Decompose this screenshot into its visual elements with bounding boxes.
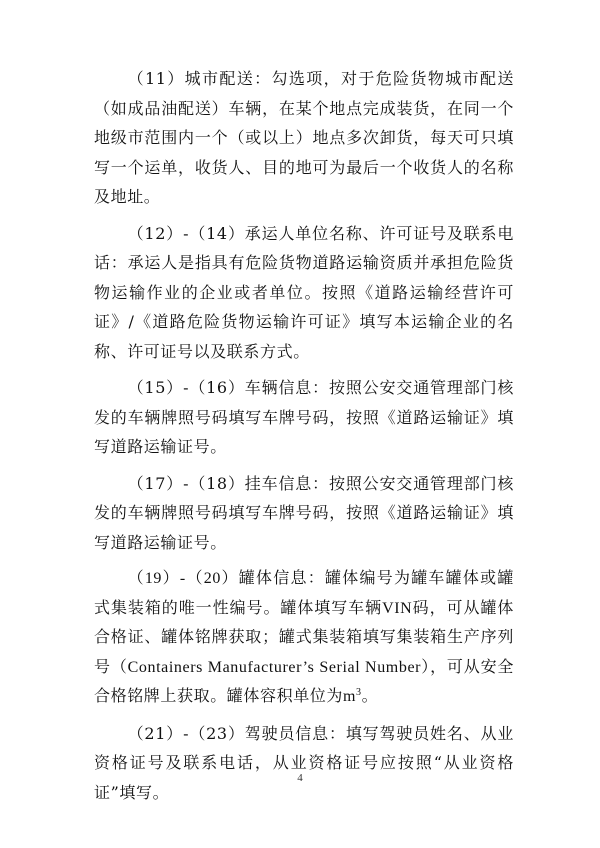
paragraph-19-20-tank-info (94, 564, 514, 712)
document-body (94, 64, 514, 807)
cubic-superscript: 3 (356, 687, 362, 698)
paragraph-19-20-text: （19）-（20）罐体信息：罐体编号为罐车罐体或罐式集装箱的唯一性编号。罐体填写车辆VIN码，可从罐体合格证、罐体铭牌获取；罐式集装箱填写集装箱生产序列号（Containers Manufacturer’s Serial Number），可从安全合格铭牌上获取。罐体容积单位为m (94, 570, 514, 705)
paragraph-21-23-driver-info: （21）-（23）驾驶员信息：填写驾驶员姓名、从业资格证号及联系电话，从业资格证号应按照“从业资格证”填写。 (94, 723, 514, 802)
paragraph-15-16-vehicle-info: （15）-（16）车辆信息：按照公安交通管理部门核发的车辆牌照号码填写车牌号码，按照《道路运输证》填写道路运输证号。 (94, 378, 514, 456)
paragraph-19-20-period: 。 (361, 688, 379, 705)
page-number: 4 (297, 772, 303, 784)
paragraph-11-city-delivery: （11）城市配送：勾选项，对于危险货物城市配送（如成品油配送）车辆，在某个地点完成装货，在同一个地级市范围内一个（或以上）地点多次卸货，每天可只填写一个运单，收货人、目的地可为最后一个收货人的名称及地址。 (94, 69, 514, 206)
paragraph-12-14-carrier-info: （12）-（14）承运人单位名称、许可证号及联系电话：承运人是指具有危险货物道路运输资质并承担危险货物运输作业的企业或者单位。按照《道路运输经营许可证》/《道路危险货物运输许可证》填写本运输企业的名称、许可证号以及联系方式。 (94, 223, 514, 361)
paragraph-17-18-trailer-info: （17）-（18）挂车信息：按照公安交通管理部门核发的车辆牌照号码填写车牌号码，按照《道路运输证》填写道路运输证号。 (94, 473, 514, 552)
